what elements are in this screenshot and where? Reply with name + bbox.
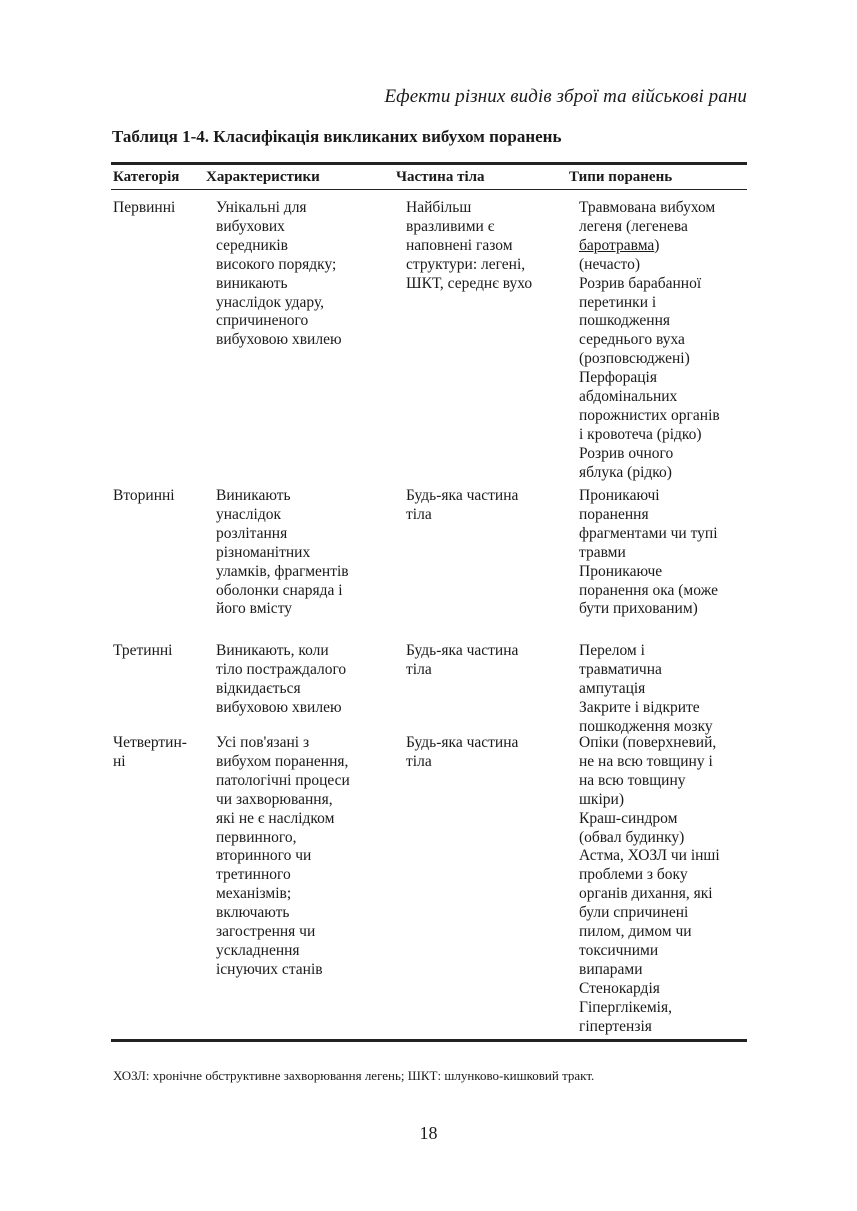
table-row <box>111 487 747 642</box>
running-head: Ефекти різних видів зброї та військові рани <box>384 86 747 107</box>
blast-injury-table <box>111 162 747 1042</box>
table-footnote: ХОЗЛ: хронічне обструктивне захворювання легень; ШКТ: шлунково-кишковий тракт. <box>113 1068 595 1083</box>
injury-types-cell: Опіки (поверхневий, не на всю товщину і на всю товщину шкіри) Краш-синдром (обвал будинку) Астма, ХОЗЛ чи інші проблеми з боку органів дихання, які були спричинені пилом, димом чи токсичними випарами Стенокардія Гіперглікемія, гіпертензія <box>579 734 720 1035</box>
table-title: . Класифікація викликаних вибухом поранень <box>204 127 562 146</box>
injury-types-cell: Проникаючі поранення фрагментами чи тупі травми Проникаюче поранення ока (може бути прихованим) <box>579 487 718 618</box>
header-body-part: Частина тіла <box>396 168 485 185</box>
table-label: Таблиця 1-4 <box>112 127 205 146</box>
injury-types-cell <box>579 199 747 483</box>
table-body <box>111 190 747 1039</box>
header-characteristics: Характеристики <box>206 168 320 185</box>
body-part-cell: Найбільш вразливими є наповнені газом структури: легені, ШКТ, середнє вухо <box>406 199 533 292</box>
table-row <box>111 642 747 734</box>
injury-text-start: Травмована вибухом легеня (легенева <box>579 199 716 235</box>
table-row <box>111 734 747 1039</box>
category-cell: Четвертин- ні <box>113 734 187 770</box>
table-bottom-rule <box>111 1039 747 1042</box>
header-category: Категорія <box>113 168 180 185</box>
body-part-cell: Будь-яка частина тіла <box>406 642 519 678</box>
table-caption <box>112 127 561 147</box>
category-cell: Третинні <box>113 642 173 659</box>
header-injury-types: Типи поранень <box>569 168 673 185</box>
characteristics-cell: Виникають, коли тіло постраждалого відкидається вибуховою хвилею <box>216 642 347 716</box>
characteristics-cell: Усі пов'язані з вибухом поранення, патологічні процеси чи захворювання, які не є наслідком первинного, вторинного чи третинного механізмів; включають загострення чи ускладнення існуючих станів <box>216 734 350 978</box>
injury-types-cell: Перелом і травматична ампутація Закрите і відкрите пошкодження мозку <box>579 642 713 735</box>
injury-text-end: ) (нечасто) Розрив барабанної перетинки і пошкодження середнього вуха (розповсюджені) Перфорація абдомінальних порожнистих органів і кровотеча (рідко) Розрив очного яблука (рідко) <box>579 236 720 481</box>
page-number: 18 <box>419 1123 438 1143</box>
category-cell: Вторинні <box>113 487 175 504</box>
barotrauma-link[interactable]: баротравма <box>579 236 655 254</box>
category-cell: Первинні <box>113 199 176 216</box>
body-part-cell: Будь-яка частина тіла <box>406 487 519 523</box>
table-row <box>111 199 747 487</box>
characteristics-cell: Виникають унаслідок розлітання різноманітних уламків, фрагментів оболонки снаряда і його вмісту <box>216 487 349 618</box>
body-part-cell: Будь-яка частина тіла <box>406 734 519 770</box>
table-header-row <box>111 165 747 189</box>
characteristics-cell: Унікальні для вибухових середників високого порядку; виникають унаслідок удару, спричиненого вибуховою хвилею <box>216 199 342 349</box>
